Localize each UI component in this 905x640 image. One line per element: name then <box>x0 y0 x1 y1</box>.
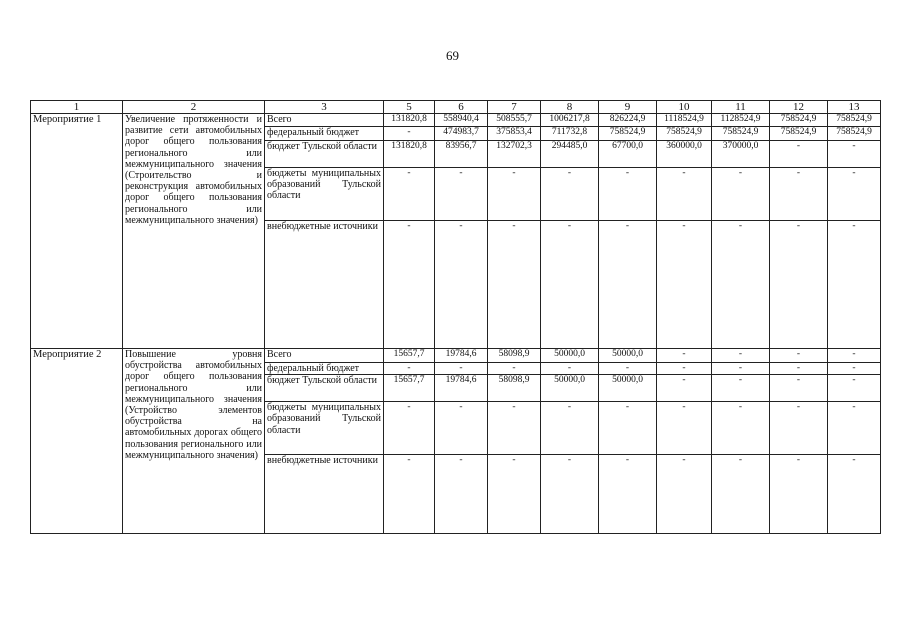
value-cell: - <box>828 402 881 455</box>
value-cell: - <box>770 375 828 402</box>
value-cell: - <box>712 349 770 363</box>
value-cell: - <box>770 402 828 455</box>
value-cell: - <box>828 349 881 363</box>
value-cell: 15657,7 <box>384 375 435 402</box>
value-cell: - <box>541 363 599 375</box>
funding-source: бюджеты муниципальных образований Тульской области <box>265 168 384 221</box>
value-cell: 508555,7 <box>488 114 541 127</box>
measure-name: Мероприятие 1 <box>31 114 123 349</box>
value-cell: 758524,9 <box>770 114 828 127</box>
funding-source: внебюджетные источники <box>265 221 384 349</box>
header-cell: 8 <box>541 101 599 114</box>
value-cell: - <box>770 349 828 363</box>
value-cell: - <box>435 221 488 349</box>
value-cell: - <box>599 455 657 534</box>
value-cell: - <box>599 221 657 349</box>
value-cell: - <box>384 402 435 455</box>
value-cell: - <box>657 221 712 349</box>
header-cell: 9 <box>599 101 657 114</box>
value-cell: 558940,4 <box>435 114 488 127</box>
value-cell: - <box>657 168 712 221</box>
value-cell: - <box>384 221 435 349</box>
header-cell: 11 <box>712 101 770 114</box>
value-cell: - <box>435 455 488 534</box>
value-cell: 132702,3 <box>488 141 541 168</box>
page-number: 69 <box>446 48 459 63</box>
value-cell: - <box>541 402 599 455</box>
value-cell: 711732,8 <box>541 127 599 141</box>
value-cell: - <box>828 221 881 349</box>
header-cell: 10 <box>657 101 712 114</box>
table-row <box>31 349 881 363</box>
value-cell: 375853,4 <box>488 127 541 141</box>
value-cell: - <box>712 455 770 534</box>
value-cell: - <box>384 363 435 375</box>
value-cell: - <box>712 375 770 402</box>
value-cell: 19784,6 <box>435 375 488 402</box>
value-cell: 1006217,8 <box>541 114 599 127</box>
funding-source: Всего <box>265 349 384 363</box>
value-cell: 19784,6 <box>435 349 488 363</box>
value-cell: - <box>828 168 881 221</box>
funding-source: бюджет Тульской области <box>265 375 384 402</box>
value-cell: - <box>828 141 881 168</box>
value-cell: - <box>712 221 770 349</box>
value-cell: 15657,7 <box>384 349 435 363</box>
value-cell: - <box>488 221 541 349</box>
header-cell: 6 <box>435 101 488 114</box>
value-cell: 50000,0 <box>599 349 657 363</box>
value-cell: 758524,9 <box>770 127 828 141</box>
value-cell: 1128524,9 <box>712 114 770 127</box>
header-cell: 12 <box>770 101 828 114</box>
header-cell: 3 <box>265 101 384 114</box>
value-cell: - <box>384 127 435 141</box>
value-cell: 474983,7 <box>435 127 488 141</box>
measure-name: Мероприятие 2 <box>31 349 123 534</box>
value-cell: - <box>828 363 881 375</box>
value-cell: - <box>541 221 599 349</box>
value-cell: - <box>657 455 712 534</box>
header-cell: 2 <box>123 101 265 114</box>
funding-source: федеральный бюджет <box>265 363 384 375</box>
value-cell: 294485,0 <box>541 141 599 168</box>
funding-source: Всего <box>265 114 384 127</box>
value-cell: - <box>384 168 435 221</box>
value-cell: - <box>435 402 488 455</box>
value-cell: - <box>541 455 599 534</box>
value-cell: - <box>657 402 712 455</box>
value-cell: - <box>488 363 541 375</box>
value-cell: - <box>770 455 828 534</box>
value-cell: - <box>657 363 712 375</box>
measure-description: Увеличение протяженности и развитие сети автомобильных дорог общего пользования регионального или межмуниципального значения (Строительство и реконструкция автомобильных дорог общего пользования регионального или межмуниципального значения) <box>123 114 265 349</box>
value-cell: 758524,9 <box>657 127 712 141</box>
value-cell: 131820,8 <box>384 141 435 168</box>
header-cell: 1 <box>31 101 123 114</box>
funding-table <box>30 100 881 534</box>
value-cell: - <box>599 363 657 375</box>
value-cell: - <box>435 363 488 375</box>
value-cell: - <box>384 455 435 534</box>
funding-source: федеральный бюджет <box>265 127 384 141</box>
value-cell: 1118524,9 <box>657 114 712 127</box>
value-cell: - <box>657 349 712 363</box>
value-cell: - <box>828 455 881 534</box>
value-cell: - <box>488 402 541 455</box>
value-cell: 758524,9 <box>599 127 657 141</box>
value-cell: 83956,7 <box>435 141 488 168</box>
value-cell: - <box>599 168 657 221</box>
measure-description: Повышение уровня обустройства автомобильных дорог общего пользования регионального или межмуниципального значения (Устройство элементов обустройства на автомобильных дорогах общего пользования регионального или межмуниципального значения) <box>123 349 265 534</box>
value-cell: 758524,9 <box>828 127 881 141</box>
value-cell: 50000,0 <box>541 349 599 363</box>
value-cell: - <box>770 168 828 221</box>
value-cell: 50000,0 <box>599 375 657 402</box>
value-cell: 758524,9 <box>712 127 770 141</box>
value-cell: 131820,8 <box>384 114 435 127</box>
value-cell: - <box>488 455 541 534</box>
header-cell: 7 <box>488 101 541 114</box>
header-row <box>31 101 881 114</box>
value-cell: - <box>712 168 770 221</box>
value-cell: 50000,0 <box>541 375 599 402</box>
funding-source: бюджеты муниципальных образований Тульской области <box>265 402 384 455</box>
header-cell: 5 <box>384 101 435 114</box>
value-cell: - <box>828 375 881 402</box>
value-cell: - <box>712 402 770 455</box>
value-cell: 67700,0 <box>599 141 657 168</box>
value-cell: 58098,9 <box>488 349 541 363</box>
table-row <box>31 114 881 127</box>
header-cell: 13 <box>828 101 881 114</box>
value-cell: - <box>599 402 657 455</box>
value-cell: - <box>435 168 488 221</box>
value-cell: 826224,9 <box>599 114 657 127</box>
value-cell: - <box>770 141 828 168</box>
funding-source: бюджет Тульской области <box>265 141 384 168</box>
value-cell: - <box>657 375 712 402</box>
funding-source: внебюджетные источники <box>265 455 384 534</box>
value-cell: - <box>488 168 541 221</box>
value-cell: - <box>712 363 770 375</box>
value-cell: - <box>770 363 828 375</box>
value-cell: - <box>770 221 828 349</box>
value-cell: 360000,0 <box>657 141 712 168</box>
value-cell: 758524,9 <box>828 114 881 127</box>
value-cell: 370000,0 <box>712 141 770 168</box>
value-cell: 58098,9 <box>488 375 541 402</box>
value-cell: - <box>541 168 599 221</box>
